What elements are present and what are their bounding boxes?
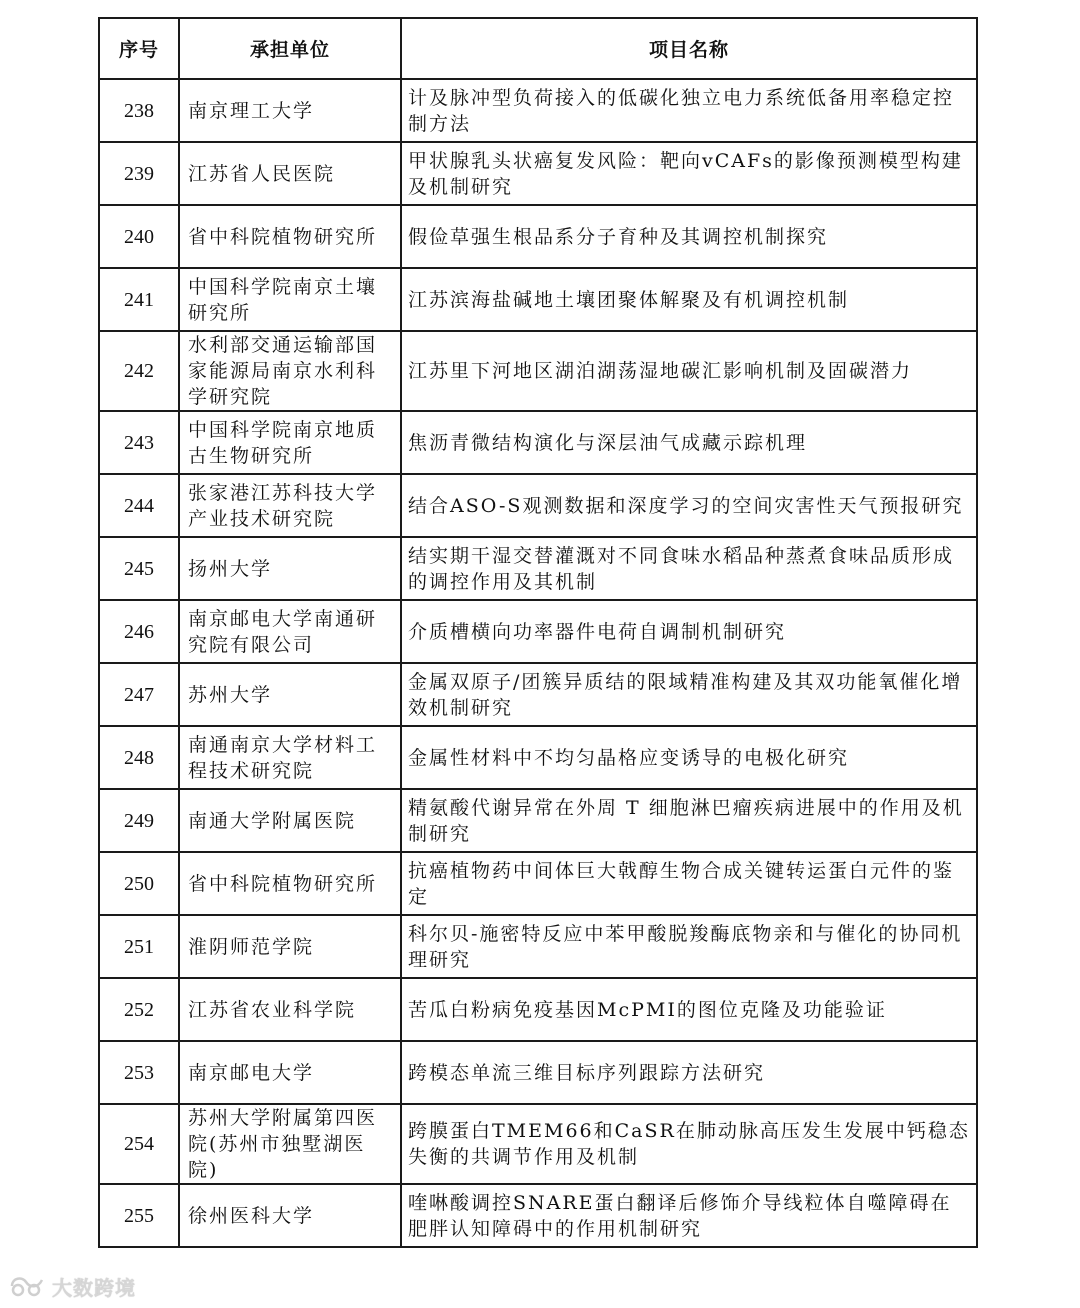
row-unit: 苏州大学 [179, 663, 401, 726]
row-number: 245 [99, 537, 179, 600]
table-body [99, 79, 977, 1247]
table-row [99, 268, 977, 331]
row-project: 甲状腺乳头状癌复发风险：靶向vCAFs的影像预测模型构建及机制研究 [401, 142, 977, 205]
row-unit: 扬州大学 [179, 537, 401, 600]
table-row [99, 474, 977, 537]
row-number: 242 [99, 331, 179, 411]
row-project: 江苏里下河地区湖泊湖荡湿地碳汇影响机制及固碳潜力 [401, 331, 977, 411]
row-project: 喹啉酸调控SNARE蛋白翻译后修饰介导线粒体自噬障碍在肥胖认知障碍中的作用机制研究 [401, 1184, 977, 1247]
row-unit: 省中科院植物研究所 [179, 205, 401, 268]
row-project: 跨模态单流三维目标序列跟踪方法研究 [401, 1041, 977, 1104]
table-row [99, 1184, 977, 1247]
row-project: 结实期干湿交替灌溉对不同食味水稻品种蒸煮食味品质形成的调控作用及其机制 [401, 537, 977, 600]
table-row [99, 600, 977, 663]
row-unit: 江苏省人民医院 [179, 142, 401, 205]
watermark [8, 1270, 136, 1302]
row-unit: 南京理工大学 [179, 79, 401, 142]
row-project: 科尔贝-施密特反应中苯甲酸脱羧酶底物亲和与催化的协同机理研究 [401, 915, 977, 978]
table-row [99, 852, 977, 915]
row-number: 252 [99, 978, 179, 1041]
row-project: 金属性材料中不均匀晶格应变诱导的电极化研究 [401, 726, 977, 789]
row-unit: 南通南京大学材料工程技术研究院 [179, 726, 401, 789]
row-unit: 苏州大学附属第四医院(苏州市独墅湖医院) [179, 1104, 401, 1184]
row-project: 焦沥青微结构演化与深层油气成藏示踪机理 [401, 411, 977, 474]
table-row [99, 978, 977, 1041]
row-unit: 江苏省农业科学院 [179, 978, 401, 1041]
row-unit: 南通大学附属医院 [179, 789, 401, 852]
header-no: 序号 [99, 18, 179, 79]
row-number: 249 [99, 789, 179, 852]
row-unit: 中国科学院南京土壤研究所 [179, 268, 401, 331]
project-table [98, 17, 978, 1248]
row-project: 结合ASO-S观测数据和深度学习的空间灾害性天气预报研究 [401, 474, 977, 537]
brand-logo-icon [8, 1272, 48, 1300]
watermark-text: 大数跨境 [52, 1275, 136, 1300]
row-number: 246 [99, 600, 179, 663]
row-project: 金属双原子/团簇异质结的限域精准构建及其双功能氧催化增效机制研究 [401, 663, 977, 726]
row-project: 计及脉冲型负荷接入的低碳化独立电力系统低备用率稳定控制方法 [401, 79, 977, 142]
table-row [99, 1104, 977, 1184]
row-unit: 省中科院植物研究所 [179, 852, 401, 915]
row-number: 244 [99, 474, 179, 537]
table-row [99, 1041, 977, 1104]
row-unit: 张家港江苏科技大学产业技术研究院 [179, 474, 401, 537]
table-row [99, 205, 977, 268]
table-row [99, 331, 977, 411]
table-row [99, 663, 977, 726]
row-unit: 淮阴师范学院 [179, 915, 401, 978]
table-row [99, 726, 977, 789]
table-row [99, 789, 977, 852]
row-number: 238 [99, 79, 179, 142]
table-row [99, 915, 977, 978]
row-unit: 南京邮电大学 [179, 1041, 401, 1104]
row-number: 243 [99, 411, 179, 474]
row-project: 江苏滨海盐碱地土壤团聚体解聚及有机调控机制 [401, 268, 977, 331]
table-row [99, 79, 977, 142]
row-number: 241 [99, 268, 179, 331]
header-unit: 承担单位 [179, 18, 401, 79]
row-number: 250 [99, 852, 179, 915]
row-project: 跨膜蛋白TMEM66和CaSR在肺动脉高压发生发展中钙稳态失衡的共调节作用及机制 [401, 1104, 977, 1184]
row-number: 239 [99, 142, 179, 205]
row-number: 248 [99, 726, 179, 789]
row-project: 抗癌植物药中间体巨大戟醇生物合成关键转运蛋白元件的鉴定 [401, 852, 977, 915]
row-project: 假俭草强生根品系分子育种及其调控机制探究 [401, 205, 977, 268]
table-row [99, 142, 977, 205]
row-number: 247 [99, 663, 179, 726]
row-unit: 水利部交通运输部国家能源局南京水利科学研究院 [179, 331, 401, 411]
row-number: 253 [99, 1041, 179, 1104]
row-number: 254 [99, 1104, 179, 1184]
row-number: 251 [99, 915, 179, 978]
row-unit: 南京邮电大学南通研究院有限公司 [179, 600, 401, 663]
header-project: 项目名称 [401, 18, 977, 79]
row-project: 苦瓜白粉病免疫基因McPMI的图位克隆及功能验证 [401, 978, 977, 1041]
row-number: 240 [99, 205, 179, 268]
row-project: 介质槽横向功率器件电荷自调制机制研究 [401, 600, 977, 663]
row-project: 精氨酸代谢异常在外周 T 细胞淋巴瘤疾病进展中的作用及机制研究 [401, 789, 977, 852]
row-number: 255 [99, 1184, 179, 1247]
table-row [99, 537, 977, 600]
table-row [99, 411, 977, 474]
table-header-row [99, 18, 977, 79]
row-unit: 徐州医科大学 [179, 1184, 401, 1247]
row-unit: 中国科学院南京地质古生物研究所 [179, 411, 401, 474]
